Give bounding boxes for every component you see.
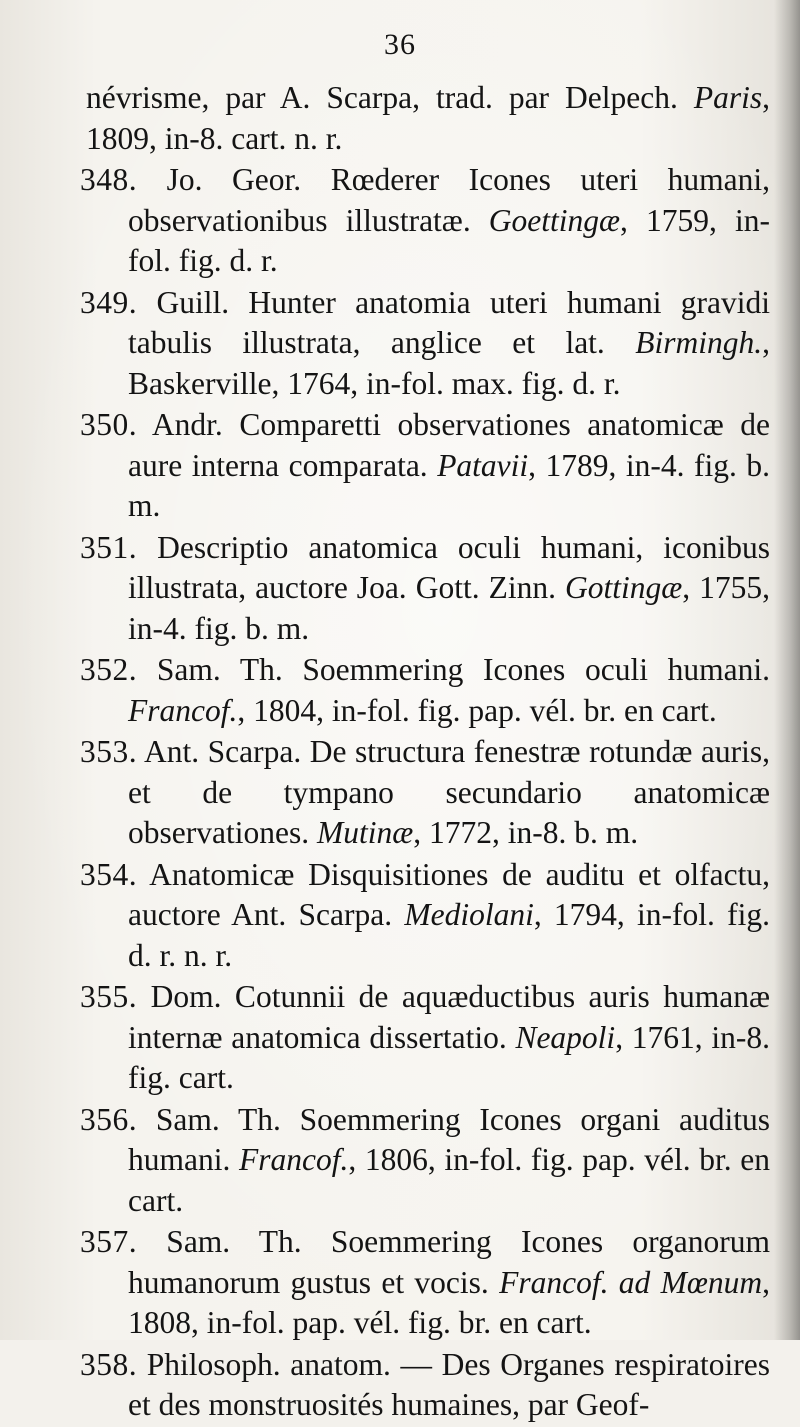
catalogue-entries — [80, 78, 770, 1427]
catalogue-entry: 357. Sam. Th. Soemmering Icones organorum humanorum gustus et vocis. Francof. ad Mœnum, 1808, in-fol. pap. vél. fig. br. en cart. — [80, 1224, 770, 1340]
catalogue-entry: 355. Dom. Cotunnii de aquæductibus auris humanæ internæ anatomica dissertatio. Neapoli, 1761, in-8. fig. cart. — [80, 979, 770, 1095]
page-number: 36 — [384, 28, 416, 61]
catalogue-entry: 349. Guill. Hunter anatomia uteri humani gravidi tabulis illustrata, anglice et lat. Birmingh., Baskerville, 1764, in-fol. max. fig. d. r. — [80, 284, 771, 401]
catalogue-entry: 356. Sam. Th. Soemmering Icones organi auditus humani. Francof., 1806, in-fol. fig. pap. vél. br. en cart. — [80, 1101, 771, 1218]
page-edge-shadow — [774, 0, 800, 1340]
catalogue-entry: 351. Descriptio anatomica oculi humani, iconibus illustrata, auctore Joa. Gott. Zinn. Gottingæ, 1755, in-4. fig. b. m. — [80, 529, 771, 646]
catalogue-entry: 352. Sam. Th. Soemmering Icones oculi humani. Francof., 1804, in-fol. fig. pap. vél. br. en cart. — [80, 652, 770, 728]
catalogue-entry: 354. Anatomicæ Disquisitiones de auditu et olfactu, auctore Ant. Scarpa. Mediolani, 1794, in-fol. fig. d. r. n. r. — [80, 856, 770, 973]
catalogue-entry: 348. Jo. Geor. Rœderer Icones uteri humani, observationibus illustratæ. Goettingæ, 1759, in-fol. fig. d. r. — [80, 162, 770, 278]
catalogue-entry: 358. Philosoph. anatom. — Des Organes respiratoires et des monstruosités humaines, par Geof- — [80, 1346, 771, 1422]
catalogue-entry: 353. Ant. Scarpa. De structura fenestræ rotundæ auris, et de tympano secundario anatomicæ observationes. Mutinæ, 1772, in-8. b. m. — [80, 734, 770, 850]
catalogue-entry: 350. Andr. Comparetti observationes anatomicæ de aure interna comparata. Patavii, 1789, in-4. fig. b. m. — [80, 407, 771, 523]
catalogue-entry: névrisme, par A. Scarpa, trad. par Delpech. Paris, 1809, in-8. cart. n. r. — [86, 80, 770, 156]
